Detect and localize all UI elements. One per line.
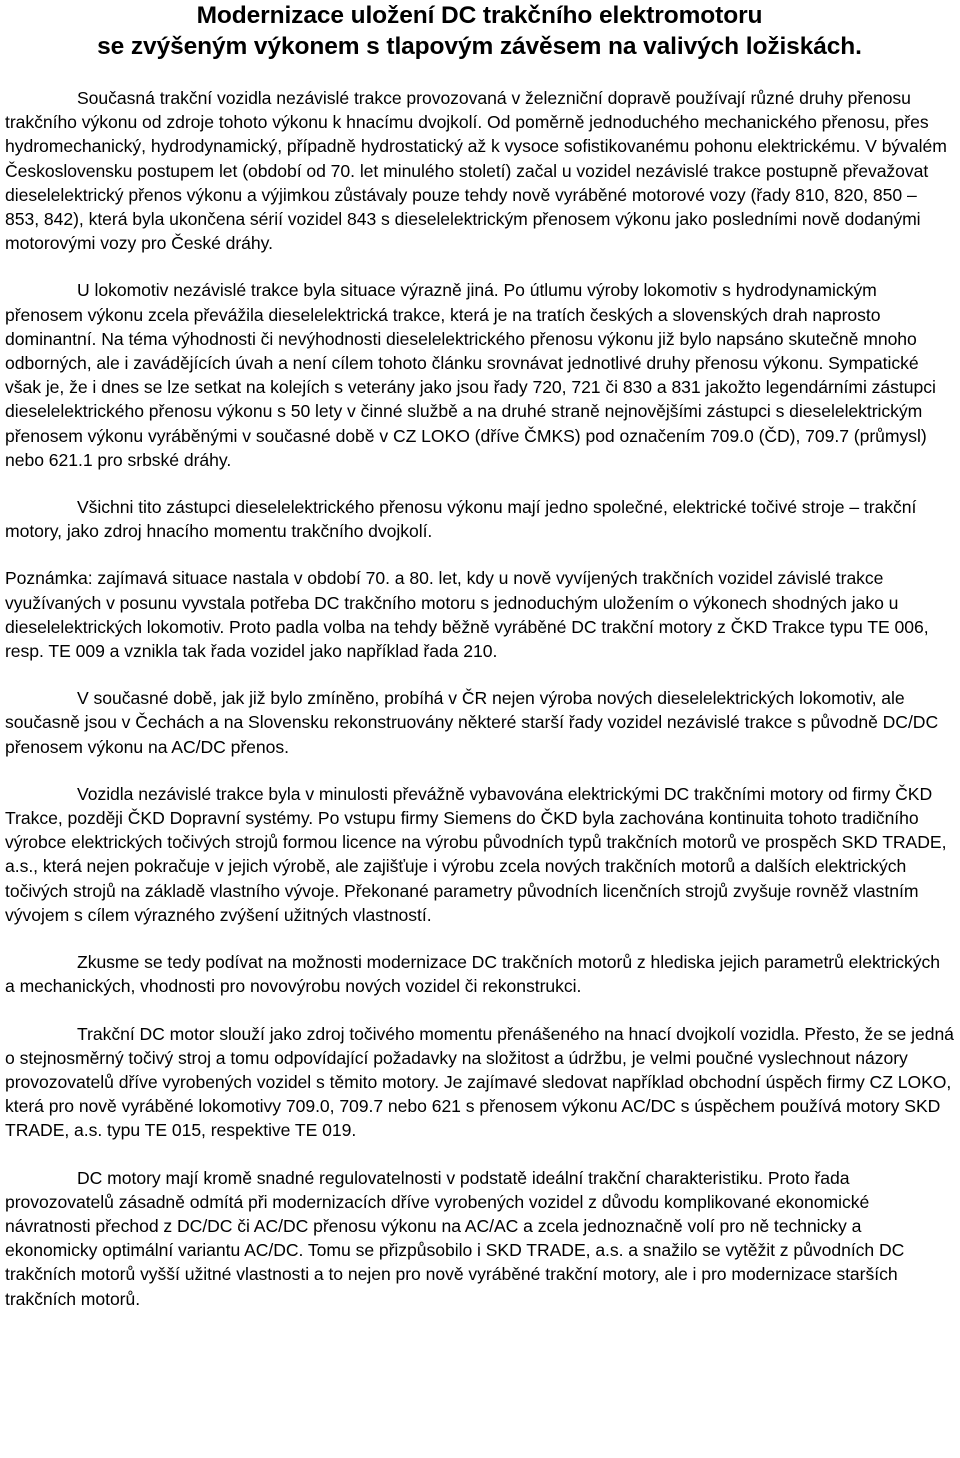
paragraph-9: DC motory mají kromě snadné regulovatelnosti v podstatě ideální trakční charakteristiku. Proto řada provozovatelů zásadně odmítá při modernizacích dříve vyrobených vozidel z důvodu komplikované ekonomické návratnosti přechod z DC/DC či AC/DC přenosu výkonu na AC/AC a zcela jednoznačně volí pro ně technicky a ekonomicky optimální variantu AC/DC. Tomu se přizpůsobilo i SKD TRADE, a.s. a snažilo se vytěžit z původních DC trakčních motorů vyšší užitné vlastnosti a to nejen pro nově vyráběné trakční motory, ale i pro modernizace starších trakčních motorů. [5, 1167, 905, 1309]
spacer [5, 927, 954, 950]
spacer [5, 255, 954, 278]
spacer [5, 543, 954, 566]
spacer [5, 999, 954, 1022]
paragraph-8: Trakční DC motor slouží jako zdroj točivého momentu přenášeného na hnací dvojkolí vozidla. Přesto, že se jedná o stejnosměrný točivý stroj a tomu odpovídající požadavky na složitost a údržbu, je velmi poučné vyslechnout názory provozovatelů dříve vyrobených vozidel s těmito motory. Je zajímavé sledovat například obchodní úspěch firmy CZ LOKO, která pro nově vyráběné lokomotivy 709.0, 709.7 nebo 621 s přenosem výkonu AC/DC s úspěchem používá motory SKD TRADE, a.s. typu TE 015, respektive TE 019. [5, 1023, 954, 1141]
paragraph-5: V současné době, jak již bylo zmíněno, probíhá v ČR nejen výroba nových dieselelektrických lokomotiv, ale současně jsou v Čechách a na Slovensku rekonstruovány některé starší řady vozidel nezávislé trakce s původně DC/DC přenosem výkonu na AC/DC přenos. [5, 688, 939, 757]
spacer [5, 759, 954, 782]
spacer [5, 62, 954, 86]
paragraph-3: Všichni tito zástupci dieselelektrického přenosu výkonu mají jedno společné, elektrické točivé stroje – trakční motory, jako zdroj hnacího momentu trakčního dvojkolí. [5, 497, 917, 542]
spacer [5, 472, 954, 495]
paragraph-2: U lokomotiv nezávislé trakce byla situace výrazně jiná. Po útlumu výroby lokomotiv s hydrodynamickým přenosem výkonu zcela převážila dieselelektrická trakce, která je na tratích českých a slovenských drah naprosto dominantní. Na téma výhodnosti či nevýhodnosti dieselelektrického přenosu výkonu již bylo napsáno skutečně mnoho odborných, ale i zavádějících úvah a není cílem tohoto článku srovnávat jednotlivé druhy přenosu výkonu. Sympatické však je, že i dnes se lze setkat na kolejích s veterány jako jsou řady 720, 721 či 830 a 831 jakožto legendárními zástupci dieselelektrického přenosu výkonu s 50 lety v činné službě a na druhé straně nejnovějšími zástupci s dieselelektrickým přenosem výkonu vyráběnými v současné době v CZ LOKO (dříve ČMKS) pod označením 709.0 (ČD), 709.7 (průmysl) nebo 621.1 pro srbské dráhy. [5, 280, 936, 470]
title-line-2: se zvýšeným výkonem s tlapovým závěsem na valivých ložiskách. [97, 33, 862, 60]
title-line-1: Modernizace uložení DC trakčního elektromotoru [196, 2, 763, 29]
document-title [5, 0, 954, 62]
paragraph-6: Vozidla nezávislé trakce byla v minulosti převážně vybavována elektrickými DC trakčními motory od firmy ČKD Trakce, později ČKD Dopravní systémy. Po vstupu firmy Siemens do ČKD byla zachována kontinuita tohoto tradičního výrobce elektrických točivých strojů formou licence na výrobu původních typů trakčních motorů ve prospěch SKD TRADE, a.s., která nejen pokračuje v jejich výrobě, ale zajišťuje i výrobu zcela nových trakčních motorů a dalších elektrických točivých strojů na základě vlastního vývoje. Překonané parametry původních licenčních strojů zvyšuje rovněž vlastním vývojem s cílem výrazného zvýšení užitných vlastností. [5, 783, 947, 925]
paragraph-7: Zkusme se tedy podívat na možnosti modernizace DC trakčních motorů z hlediska jejich parametrů elektrických a mechanických, vhodnosti pro novovýrobu nových vozidel či rekonstrukci. [5, 952, 940, 997]
spacer [5, 663, 954, 686]
spacer [5, 1143, 954, 1166]
paragraph-note: Poznámka: zajímavá situace nastala v období 70. a 80. let, kdy u nově vyvíjených trakčních vozidel závislé trakce využívaných v posunu vyvstala potřeba DC trakčního motoru s jednoduchým uložením o výkonech shodných jako u dieselelektrických lokomotiv. Proto padla volba na tehdy běžně vyráběné DC trakční motory z ČKD Trakce typu TE 006, resp. TE 009 a vznikla tak řada vozidel jako například řada 210. [5, 568, 929, 662]
paragraph-1: Současná trakční vozidla nezávislé trakce provozovaná v železniční dopravě používají různé druhy přenosu trakčního výkonu od zdroje tohoto výkonu k hnacímu dvojkolí. Od poměrně jednoduchého mechanického přenosu, přes hydromechanický, hydrodynamický, případně hydrostatický až k vysoce sofistikovanému pohonu elektrickému. V bývalém Československu postupem let (období od 70. let minulého století) začal u vozidel nezávislé trakce postupně převažovat dieselelektrický přenos výkonu a výjimkou zůstávaly pouze tehdy nově vyráběné motorové vozy (řady 810, 820, 850 – 853, 842), která byla ukončena sérií vozidel 843 s dieselelektrickým přenosem výkonu jako posledními nově dodanými motorovými vozy pro České dráhy. [5, 88, 947, 254]
